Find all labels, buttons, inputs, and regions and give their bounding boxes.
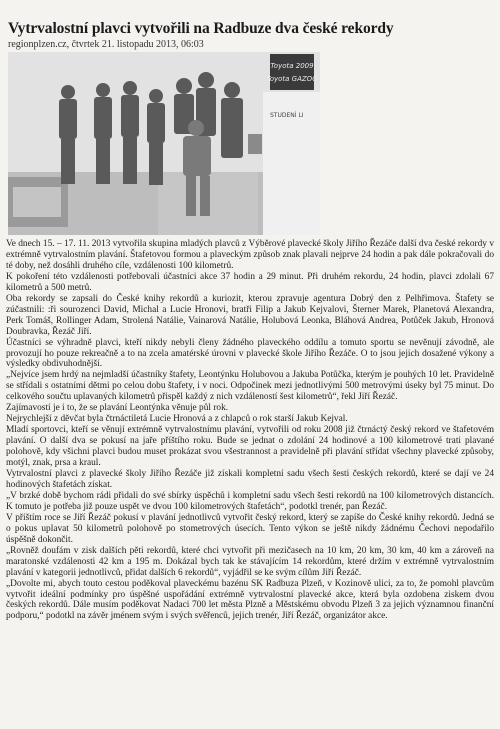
- article-paragraph: „Dovolte mi, abych touto cestou poděkoval plaveckému bazénu SK Radbuza Plzeň, v Kozinově ulici, za to, že pomohl plavcům vytvořit ideální podmínky pro úspěšné uspořádání extrémně vytrvalostní plavecké akce, která byla ozdobena ziskem dvou českých rekordů. Dále musím poděkovat Nadaci 700 let města Plzně a Městskému obvodu Plzeň 3 za jejich významnou finanční podporu,“ podotkl na závěr jménem svým i svých svěřenců, jejich trenér, Jiří Řezáč, organizátor akce.: [6, 578, 494, 622]
- article-paragraph: Nejrychlejší z děvčat byla čtrnáctiletá Lucie Hronová a z chlapců o rok starší Jakub Kejval.: [6, 414, 348, 425]
- article-title: Vytrvalostní plavci vytvořili na Radbuze dva české rekordy: [8, 20, 394, 37]
- article-paragraph: Účastníci se výhradně plavci, kteří nikdy nebyli členy žádného plaveckého oddílu a tomuto sportu se nevěnují závodně, ale provozují ho pouze rekreačně a to na zcela amatérské úrovni v plavecké škole Jiřího Řezáče. O to jsou jejich dosažené výkony a výsledky obdivuhodnější.: [6, 337, 494, 370]
- article-paragraph: „V brzké době bychom rádi přidali do své sbírky úspěchů i kompletní sadu všech šesti rekordů na 100 kilometrových distancích. K tomuto je potřeba již pouze uspět ve dvou 100 kilometrových štafetách“, podotkl trenér, pan Řezáč.: [6, 490, 494, 512]
- article-paragraph: Ve dnech 15. – 17. 11. 2013 vytvořila skupina mladých plavců z Výběrové plavecké školy Jiřího Řezáče další dva české rekordy v extrémně vytrvalostním plavání. Štafetovou formou a plaveckým způsob znak plavali nejprve 24 hodin a pak dále pokračovali do té doby, než dosáhli druhého cíle, vzdálenosti 100 kilometrů.: [6, 239, 494, 271]
- banner-line-1: Toyota 2009: [270, 62, 314, 70]
- article-paragraph: V příštím roce se Jiří Řezáč pokusí v plavání jednotlivců vytvořit český rekord, který se zapíše do České knihy rekordů. Jedná se o pokus uplavat 50 kilometrů polohově po stometrových úsecích. Tento výkon se ještě nikdy žádnému Čechovi nepodařilo úspěšně dokončit.: [6, 512, 494, 545]
- article-paragraph: Oba rekordy se zapsali do České knihy rekordů a kuriozit, kterou zpravuje agentura Dobrý den z Pelhřimova. Štafety se zúčastnili: :ři sourozenci David, Michal a Lucie Hronovi, bratři Filip a Jakub Kejvalovi, Šterner Marek, Planetová Alexandra, Perk Tomáš, Rollinger Adam, Strolená Natálie, Vainarová Natálie, Holubová Leonka, Bláhová Andrea, Potůček Jakub, Hronová Doubravka, Řezáč Jiří.: [6, 293, 494, 337]
- article-paragraph: Zajímavostí je i to, že se plavání Leontýnka věnuje půl rok.: [6, 403, 229, 414]
- sponsor-banner: [266, 54, 318, 90]
- article-body: [6, 239, 494, 622]
- article-photo: [8, 52, 320, 235]
- article-paragraph: Mladí sportovci, kteří se věnují extrémně vytrvalostnímu plavání, vytvořili od roku 2008 již čtrnáctý český rekord ve štafetovém plavání. O další dva se pokusí na jaře příštího roku. Bude se jednat o zdolání 24 hodinové a 100 kilometrové trati plavané polohově, kdy všichni plavci budou muset prokázat svou všestrannost a pravidelně při plavání střídat všechny plavecké způsoby, motýl, znak, prsa a kraul.: [6, 425, 494, 469]
- article-paragraph: „Nejvíce jsem hrdý na nejmladší účastníky štafety, Leontýnku Holubovou a Jakuba Potůčka, kterým je pouhých 10 let. Pravidelně se střídali s ostatními dětmi po celou dobu štafety, i v noci. Odpočinek mezi jednotlivými 500 metrovými úseky byl 75 minut. Do celkového součtu uplavaných kilometrů přispěl každý z nich vzdáleností šest kilometrů“, řekl Jiří Řezáč.: [6, 370, 494, 403]
- article-paragraph: „Rovněž doufám v zisk dalších pěti rekordů, které chci vytvořit při mezičasech na 10 km, 20 km, 30 km, 40 km a zároveň na maratonské vzdálenosti 42 km a 195 m. Dokázal bych tak ke stávajícím 14 rekordům, které držím v extrémně vytrvalostním plavání v kategorii jednotlivců, přidat dalších 6 rekordů“, vyjádřil se ke svým cílům Jiří Řezáč.: [6, 545, 494, 578]
- background-sign-text: STUDENÍ LI: [270, 112, 304, 119]
- article-byline: regionplzen.cz, čtvrtek 21. listopadu 2013, 06:03: [8, 39, 204, 50]
- swimmers-group-photo: [8, 52, 320, 235]
- article-paragraph: Vytrvalostní plavci z plavecké školy Jiřího Řezáče již získali kompletní sadu všech šesti českých rekordů, které se dají ve 24 hodinových štafetách získat.: [6, 469, 494, 490]
- banner-line-2: Toyota GAZOO: [266, 75, 318, 83]
- article-paragraph: K pokoření této vzdálenosti potřebovali účastníci akce 37 hodin a 29 minut. Při druhém rekordu, 24 hodin, plavci zdolali 67 kilometrů a 500 metrů.: [6, 271, 494, 293]
